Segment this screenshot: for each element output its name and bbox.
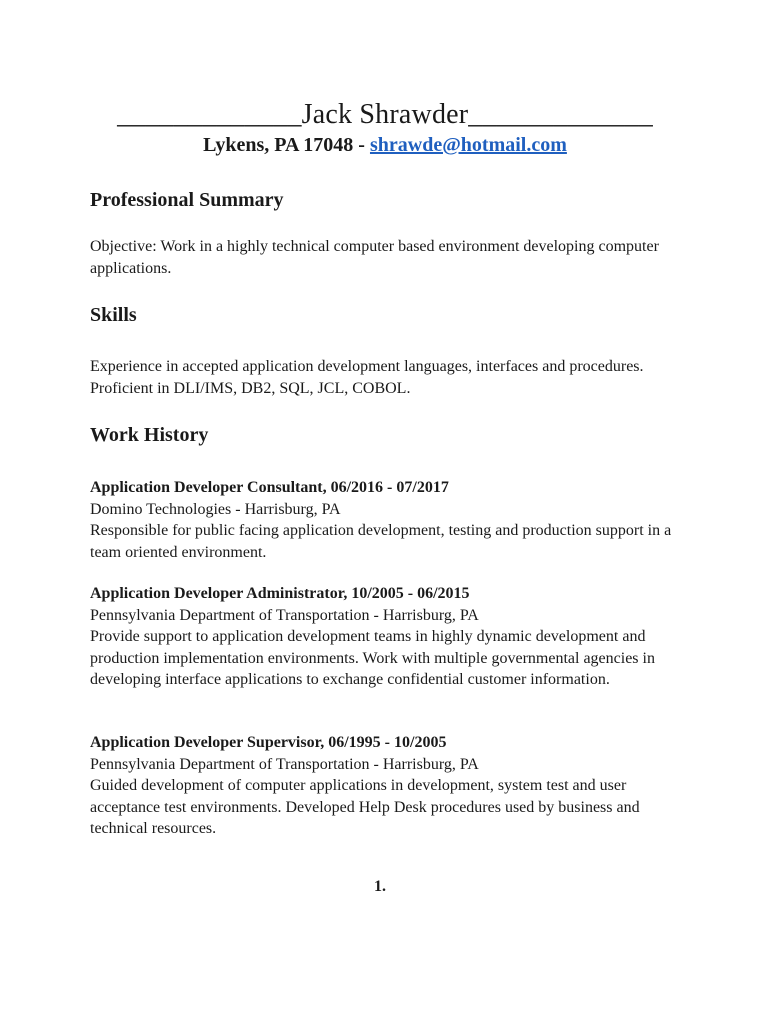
job-title: Application Developer Consultant, 06/2016 - 07/2017 xyxy=(90,479,449,496)
email-link[interactable]: shrawde@hotmail.com xyxy=(369,134,567,156)
job-description: Provide support to application development teams in highly dynamic development and production implementation environments. Work with multiple governmental agencies in developing interface applications to exchange confidential customer information. xyxy=(90,628,655,688)
candidate-name: _____________Jack Shrawder_____________ xyxy=(117,99,653,130)
job-description: Guided development of computer applications in development, system test and user acceptance test environments. Developed Help Desk procedures used by business and technical resources. xyxy=(90,777,640,837)
job-description: Responsible for public facing application development, testing and production support in a team oriented environment. xyxy=(90,522,672,561)
job-organization: Domino Technologies - Harrisburg, PA xyxy=(90,500,341,518)
section-heading-skills: Skills xyxy=(90,304,137,326)
job-organization: Pennsylvania Department of Transportation - Harrisburg, PA xyxy=(90,755,479,773)
skills-text: Experience in accepted application development languages, interfaces and procedures. Proficient in DLI/IMS, DB2, SQL, JCL, COBOL. xyxy=(90,358,644,397)
job-title: Application Developer Administrator, 10/2005 - 06/2015 xyxy=(90,585,470,602)
section-heading-work-history: Work History xyxy=(90,424,209,446)
contact-line xyxy=(90,132,680,158)
job-entry xyxy=(90,583,690,691)
job-organization: Pennsylvania Department of Transportation - Harrisburg, PA xyxy=(90,606,479,624)
job-title: Application Developer Supervisor, 06/1995 - 10/2005 xyxy=(90,734,447,751)
job-entry xyxy=(90,477,690,563)
summary-text: Objective: Work in a highly technical computer based environment developing computer applications. xyxy=(90,238,659,277)
section-heading-summary: Professional Summary xyxy=(90,189,284,211)
job-entry xyxy=(90,732,690,840)
page-number: 1. xyxy=(374,878,386,895)
location-text: Lykens, PA 17048 - xyxy=(203,134,370,156)
